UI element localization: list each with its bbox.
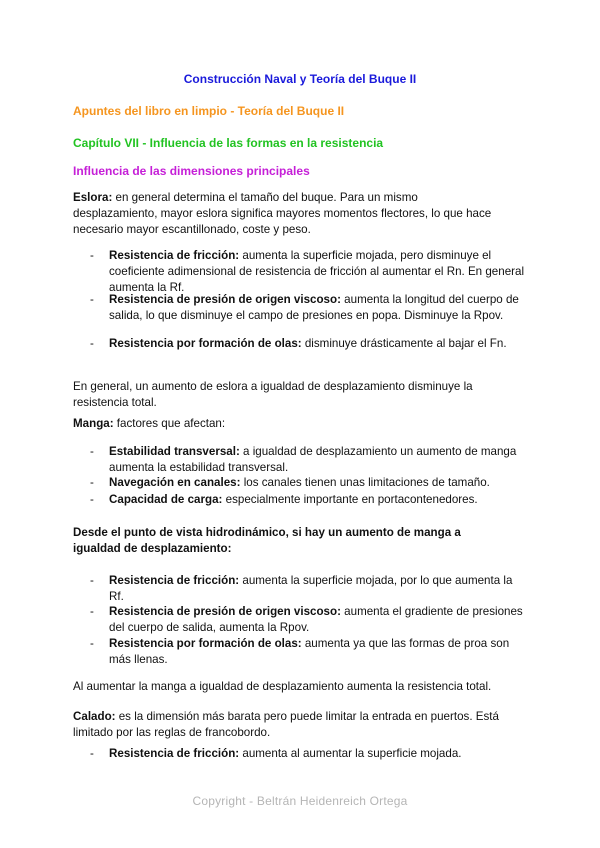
bullet-dash: - xyxy=(90,637,94,650)
hydro-item-wave: Resistencia por formación de olas: aumenta ya que las formas de proa son más llenas. xyxy=(109,637,510,666)
eslora-paragraph-line2: desplazamiento, mayor eslora significa mayores momentos flectores, lo que hace xyxy=(73,207,492,220)
hydro-heading-line1: Desde el punto de vista hidrodinámico, si hay un aumento de manga a xyxy=(73,526,461,539)
bullet-dash: - xyxy=(90,337,94,350)
document-subtitle: Apuntes del libro en limpio - Teoría del Buque II xyxy=(73,104,345,118)
bullet-dash: - xyxy=(90,476,94,489)
chapter-heading: Capítulo VII - Influencia de las formas en la resistencia xyxy=(73,136,384,150)
document-title: Construcción Naval y Teoría del Buque II xyxy=(183,72,417,86)
manga-item-load-capacity: Capacidad de carga: especialmente importante en portacontenedores. xyxy=(109,493,478,506)
eslora-item-friction: Resistencia de fricción: aumenta la superficie mojada, pero disminuye el coeficiente adimensional de resistencia de fricción al aumentar el Rn. En general aumenta la Rf. xyxy=(109,249,525,294)
manga-item-stability: Estabilidad transversal: a igualdad de desplazamiento un aumento de manga aumenta la estabilidad transversal. xyxy=(109,445,517,474)
bullet-dash: - xyxy=(90,249,94,262)
bullet-dash: - xyxy=(90,574,94,587)
manga-summary: Al aumentar la manga a igualdad de desplazamiento aumenta la resistencia total. xyxy=(73,680,492,693)
bullet-dash: - xyxy=(90,747,94,760)
eslora-paragraph-line1: Eslora: en general determina el tamaño del buque. Para un mismo xyxy=(73,191,418,204)
bullet-dash: - xyxy=(90,605,94,618)
hydro-heading-line2: igualdad de desplazamiento: xyxy=(73,542,232,555)
calado-item-friction: Resistencia de fricción: aumenta al aumentar la superficie mojada. xyxy=(109,747,462,760)
eslora-item-wave: Resistencia por formación de olas: disminuye drásticamente al bajar el Fn. xyxy=(109,337,507,350)
bullet-dash: - xyxy=(90,493,94,506)
eslora-summary-line1: En general, un aumento de eslora a igualdad de desplazamiento disminuye la xyxy=(73,380,473,393)
hydro-item-friction: Resistencia de fricción: aumenta la superficie mojada, por lo que aumenta la Rf. xyxy=(109,574,513,603)
bullet-dash: - xyxy=(90,293,94,306)
manga-item-channels: Navegación en canales: los canales tienen unas limitaciones de tamaño. xyxy=(109,476,490,489)
hydro-item-viscous-pressure: Resistencia de presión de origen viscoso: aumenta el gradiente de presiones del cuerpo de salida, aumenta la Rpov. xyxy=(109,605,523,634)
eslora-paragraph-line3: necesario mayor escantillonado, coste y peso. xyxy=(73,223,311,236)
copyright-footer: Copyright - Beltrán Heidenreich Ortega xyxy=(192,794,408,808)
bullet-dash: - xyxy=(90,445,94,458)
section-heading: Influencia de las dimensiones principales xyxy=(73,164,310,178)
manga-paragraph: Manga: factores que afectan: xyxy=(73,417,226,430)
eslora-item-viscous-pressure: Resistencia de presión de origen viscoso: aumenta la longitud del cuerpo de salida, lo que disminuye el campo de presiones en popa. Disminuye la Rpov. xyxy=(109,293,519,322)
eslora-summary-line2: resistencia total. xyxy=(73,396,157,409)
calado-paragraph-line1: Calado: es la dimensión más barata pero puede limitar la entrada en puertos. Está xyxy=(73,710,499,723)
calado-paragraph-line2: limitado por las reglas de francobordo. xyxy=(73,726,271,739)
